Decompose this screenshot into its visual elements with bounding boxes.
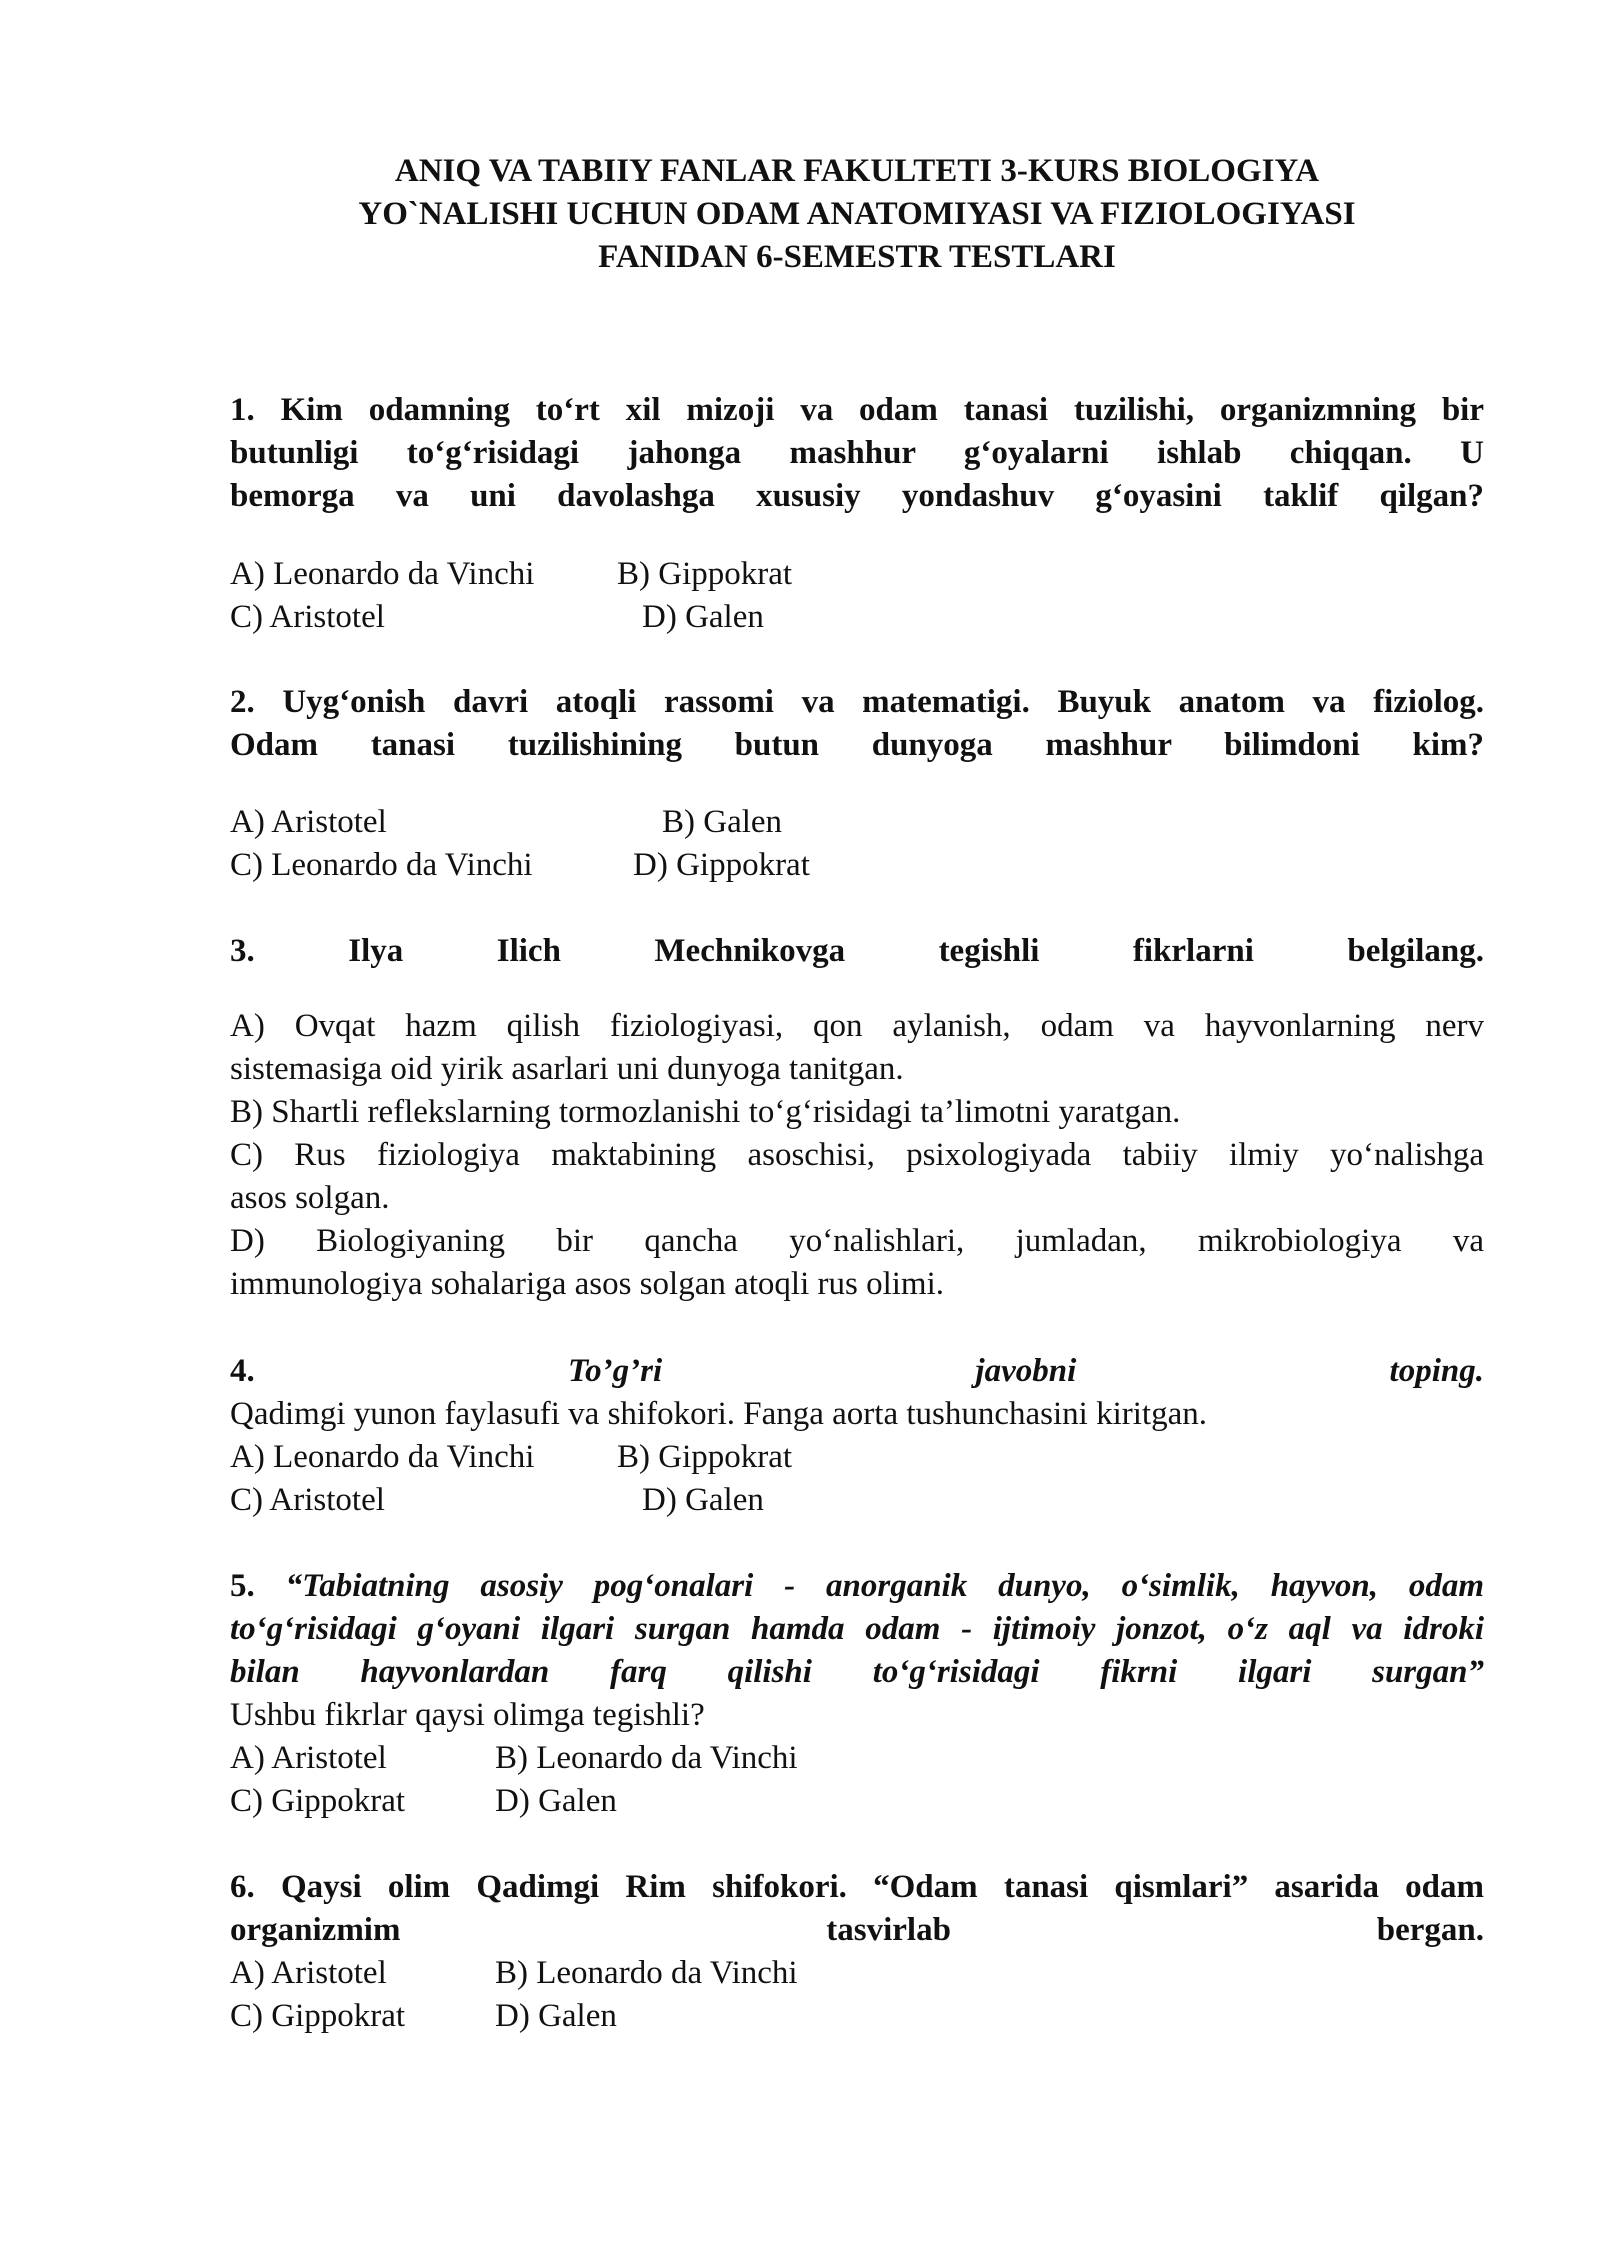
question-5-option-b[interactable]: B) Leonardo da Vinchi (495, 1740, 798, 1776)
question-5-question: Ushbu fikrlar qaysi olimga tegishli? (230, 1697, 705, 1733)
question-5-option-a[interactable]: A) Aristotel (230, 1740, 387, 1776)
question-6-line-1: 6. Qaysi olim Qadimgi Rim shifokori. “Odam tanasi qismlari” asarida odam (230, 1869, 1484, 1905)
question-2-option-c[interactable]: C) Leonardo da Vinchi (230, 847, 533, 883)
title-line-1: ANIQ VA TABIIY FANLAR FAKULTETI 3-KURS BIOLOGIYA (394, 153, 1320, 189)
question-3-text (230, 930, 1484, 973)
title-line-2: YO`NALISHI UCHUN ODAM ANATOMIYASI VA FIZIOLOGIYASI (358, 196, 1356, 232)
question-6-option-c[interactable]: C) Gippokrat (230, 1998, 406, 2034)
question-3-line-1: 3. Ilya Ilich Mechnikovga tegishli fikrlarni belgilang. (230, 933, 1484, 969)
question-2-text (230, 681, 1484, 767)
question-1 (230, 389, 1484, 518)
question-5-line-1: “Tabiatning asosiy pog‘onalari - anorganik dunyo, o‘simlik, hayvon, odam (285, 1568, 1484, 1604)
question-1-line-1: 1. Kim odamning to‘rt xil mizoji va odam tanasi tuzilishi, organizmning bir (230, 392, 1484, 428)
question-3-option-d-line-2[interactable]: immunologiya sohalariga asos solgan atoqli rus olimi. (230, 1266, 944, 1302)
question-5-option-c[interactable]: C) Gippokrat (230, 1783, 406, 1819)
question-6-option-b[interactable]: B) Leonardo da Vinchi (495, 1955, 798, 1991)
question-4-heading (230, 1350, 1484, 1393)
question-5 (230, 1565, 1484, 1823)
question-1-option-b[interactable]: B) Gippokrat (617, 556, 793, 592)
question-4 (230, 1350, 1484, 1522)
question-3-option-a-line-1[interactable]: A) Ovqat hazm qilish fiziologiyasi, qon aylanish, odam va hayvonlarning nerv (230, 1008, 1484, 1044)
question-3-options (230, 1005, 1484, 1306)
question-5-text (230, 1565, 1484, 1694)
question-3-option-a-line-2[interactable]: sistemasiga oid yirik asarlari uni dunyoga tanitgan. (230, 1051, 904, 1087)
question-6-option-a[interactable]: A) Aristotel (230, 1955, 387, 1991)
question-1-line-2: butunligi to‘g‘risidagi jahonga mashhur g‘oyalarni ishlab chiqqan. U (230, 435, 1484, 471)
question-1-option-d[interactable]: D) Galen (642, 599, 764, 635)
question-2-option-a[interactable]: A) Aristotel (230, 804, 387, 840)
question-6-option-d[interactable]: D) Galen (495, 1998, 617, 2034)
question-1-option-c[interactable]: C) Aristotel (230, 599, 385, 635)
question-3-option-c-line-2[interactable]: asos solgan. (230, 1180, 390, 1216)
question-3-option-c-line-1[interactable]: C) Rus fiziologiya maktabining asoschisi, psixologiyada tabiiy ilmiy yo‘nalishga (230, 1137, 1484, 1173)
question-2-option-b[interactable]: B) Galen (662, 804, 783, 840)
question-2-line-2: Odam tanasi tuzilishining butun dunyoga mashhur bilimdoni kim? (230, 727, 1484, 763)
question-4-option-b[interactable]: B) Gippokrat (617, 1439, 793, 1475)
title-line-3: FANIDAN 6-SEMESTR TESTLARI (598, 239, 1116, 275)
question-5-line-3: bilan hayvonlardan farq qilishi to‘g‘risidagi fikrni ilgari surgan” (230, 1654, 1484, 1690)
question-2-options (230, 801, 1484, 887)
question-6-text (230, 1866, 1484, 1952)
question-5-line-2: to‘g‘risidagi g‘oyani ilgari surgan hamda odam - ijtimoiy jonzot, o‘z aql va idroki (230, 1611, 1484, 1647)
question-1-option-a[interactable]: A) Leonardo da Vinchi (230, 556, 535, 592)
question-1-text (230, 389, 1484, 518)
question-4-option-a[interactable]: A) Leonardo da Vinchi (230, 1439, 535, 1475)
question-2-option-d[interactable]: D) Gippokrat (633, 847, 810, 883)
question-6 (230, 1866, 1484, 2038)
question-2 (230, 681, 1484, 767)
question-5-option-d[interactable]: D) Galen (495, 1783, 617, 1819)
question-4-number: 4. (230, 1353, 255, 1389)
question-4-text: Qadimgi yunon faylasufi va shifokori. Fanga aorta tushunchasini kiritgan. (230, 1396, 1207, 1432)
question-5-number: 5. (230, 1568, 255, 1604)
question-4-option-d[interactable]: D) Galen (642, 1482, 764, 1518)
question-3 (230, 930, 1484, 973)
question-3-option-b[interactable]: B) Shartli reflekslarning tormozlanishi to‘g‘risidagi ta’limotni yaratgan. (230, 1094, 1181, 1130)
question-6-line-2: organizmim tasvirlab bergan. (230, 1912, 1484, 1948)
question-3-option-d-line-1[interactable]: D) Biologiyaning bir qancha yo‘nalishlari, jumladan, mikrobiologiya va (230, 1223, 1484, 1259)
question-1-options (230, 553, 1484, 639)
question-4-instruction: To’g’ri javobni toping. (568, 1353, 1484, 1389)
question-1-line-3: bemorga va uni davolashga xususiy yondashuv g‘oyasini taklif qilgan? (230, 478, 1484, 514)
question-2-line-1: 2. Uyg‘onish davri atoqli rassomi va matematigi. Buyuk anatom va fiziolog. (230, 684, 1484, 720)
question-4-option-c[interactable]: C) Aristotel (230, 1482, 385, 1518)
document-title (230, 150, 1484, 279)
